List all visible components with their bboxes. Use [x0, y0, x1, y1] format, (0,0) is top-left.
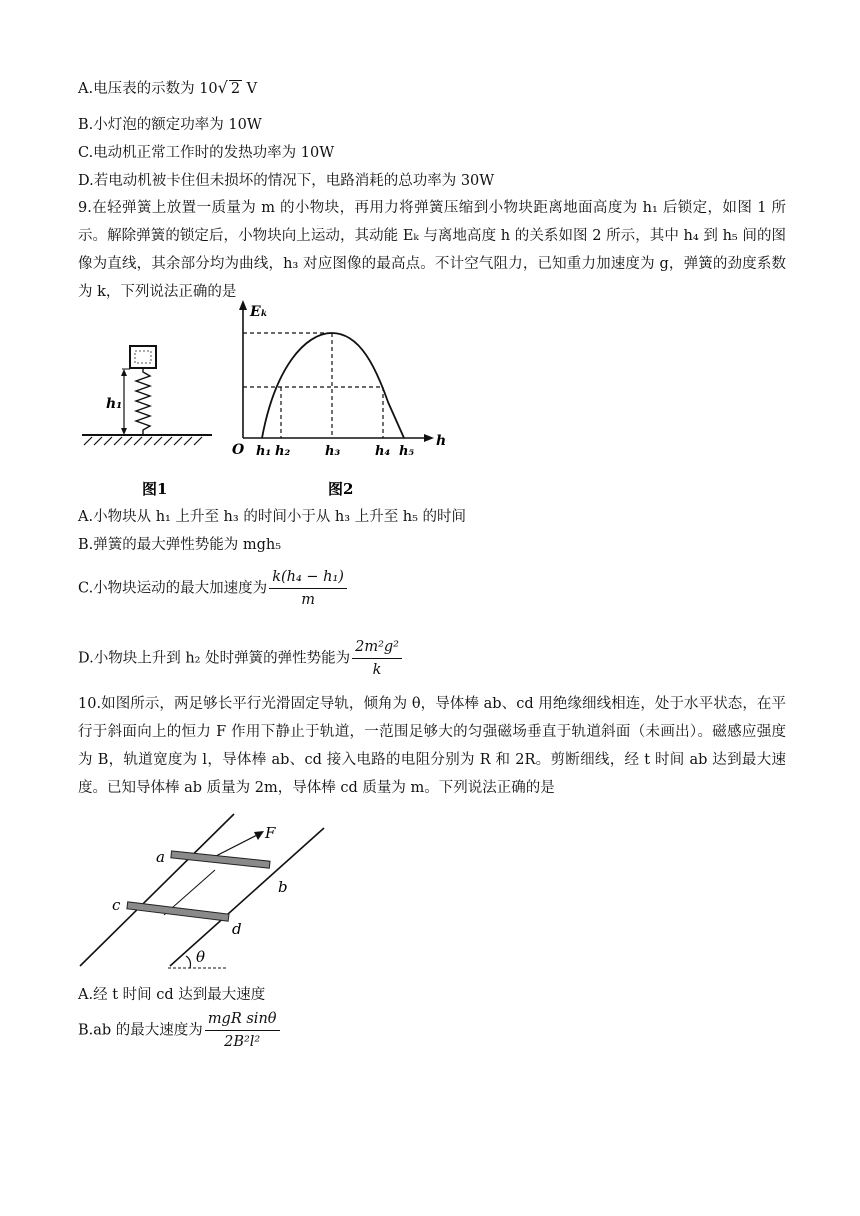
q8-a-unit: V [242, 81, 258, 97]
fig2-tick-h1: h₁ [256, 444, 272, 459]
label-b: b [278, 878, 288, 896]
q9-d-text: D.小物块上升到 h₂ 处时弹簧的弹性势能为 [78, 650, 351, 667]
q9-option-a: A.小物块从 h₁ 上升至 h₃ 的时间小于从 h₃ 上升至 h₅ 的时间 [78, 509, 467, 525]
q10-option-a: A.经 t 时间 cd 达到最大速度 [78, 987, 266, 1003]
q9-figures [70, 298, 470, 504]
q9-c-text: C.小物块运动的最大加速度为 [78, 580, 268, 597]
q9-c-numerator: k(h₄ − h₁) [269, 568, 347, 589]
fig2-tick-h5: h₅ [399, 444, 415, 459]
label-theta: θ [196, 948, 206, 966]
force-label: F [265, 824, 276, 842]
block-icon [130, 346, 156, 368]
q9-d-denominator: k [372, 662, 382, 678]
label-a: a [156, 848, 165, 866]
fig2-y-label: Eₖ [250, 304, 268, 320]
label-c: c [112, 896, 121, 914]
q9-d-numerator: 2m²g² [352, 638, 402, 659]
fig1-h1-label: h₁ [106, 396, 123, 412]
q8-option-b: B.小灯泡的额定功率为 10W [78, 117, 262, 133]
q8-option-a [78, 78, 257, 99]
q9-option-b: B.弹簧的最大弹性势能为 mgh₅ [78, 537, 282, 553]
q10-b-denominator: 2B²l² [224, 1034, 261, 1050]
q9-d-fraction [352, 638, 402, 679]
rail-left [80, 814, 234, 966]
label-d: d [232, 920, 242, 938]
q9-option-c [78, 568, 347, 609]
q10-rails-figure [70, 808, 340, 978]
q8-option-c: C.电动机正常工作时的发热功率为 10W [78, 145, 335, 161]
fig2-tick-h2: h₂ [275, 444, 291, 459]
q8-option-d: D.若电动机被卡住但未损坏的情况下，电路消耗的总功率为 30W [78, 173, 495, 189]
fig2-x-label: h [436, 433, 447, 449]
rail-right [170, 828, 324, 966]
sqrt-icon: √ [217, 78, 228, 97]
q10-stem: 10.如图所示，两足够长平行光滑固定导轨，倾角为 θ，导体棒 ab、cd 用绝缘细线相连，处于水平状态，在平行于斜面向上的恒力 F 作用下静止于轨道，一范围足够大的匀强磁场垂直于轨道斜面（未画出）。磁感应强度为 B，轨道宽度为 l，导体棒 ab、cd 接入电路的电阻分别为 R 和 2R。剪断细线，经 t 时间 ab 达到最大速度。已知导体棒 ab 质量为 2m，导体棒 cd 质量为 m。下列说法正确的是 [78, 696, 786, 796]
q10-b-fraction [205, 1010, 280, 1051]
fig2-origin-label: O [232, 442, 245, 458]
fig1-caption: 图1 [142, 480, 168, 498]
figure-2-graph [232, 300, 446, 498]
q9-option-d [78, 638, 402, 679]
q8-a-text: A.电压表的示数为 10 [78, 81, 218, 97]
q9-c-denominator: m [301, 592, 315, 608]
q9-c-fraction [269, 568, 347, 609]
q8-a-radicand: 2 [230, 81, 241, 97]
q9-stem: 9.在轻弹簧上放置一质量为 m 的小物块，再用力将弹簧压缩到小物块距离地面高度为 h₁ 后锁定，如图 1 所示。解除弹簧的锁定后，小物块向上运动，其动能 Eₖ 与离地高度 h 的关系如图 2 所示，其中 h₄ 到 h₅ 间的图像为直线，其余部分均为曲线，h₃ 对应图像的最高点。不计空气阻力，已知重力加速度为 g，弹簧的劲度系数为 k，下列说法正确的是 [78, 200, 786, 300]
fig2-tick-h3: h₃ [325, 444, 341, 459]
q10-option-b [78, 1010, 280, 1051]
fig2-caption: 图2 [328, 480, 354, 498]
rod-cd [127, 902, 229, 921]
q10-b-text: B.ab 的最大速度为 [78, 1022, 203, 1039]
fig2-tick-h4: h₄ [375, 444, 391, 459]
q10-b-numerator: mgR sinθ [205, 1010, 280, 1031]
figure-1-spring [82, 346, 212, 498]
spring-icon [136, 368, 150, 435]
